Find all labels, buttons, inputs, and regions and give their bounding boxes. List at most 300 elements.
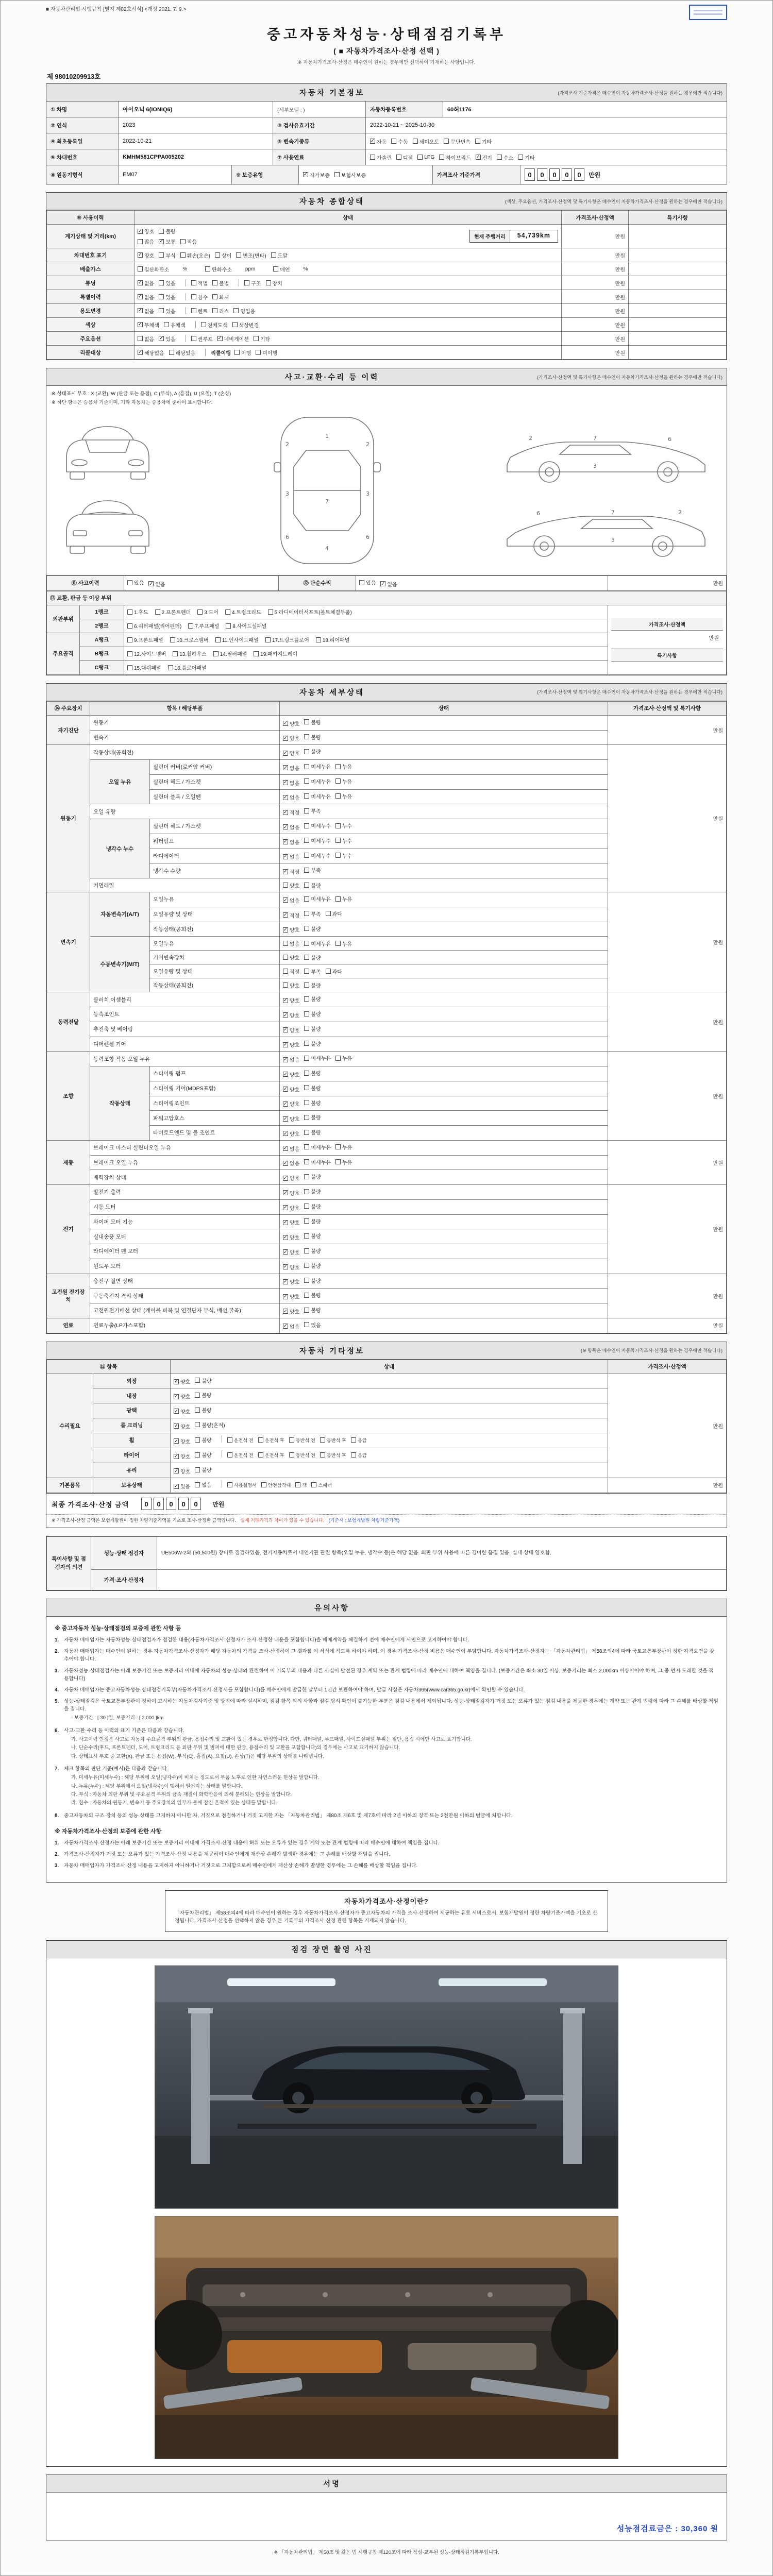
checkbox-label: 부족 xyxy=(311,868,321,874)
checkbox-box[interactable] xyxy=(518,155,523,160)
checkbox-box[interactable] xyxy=(159,308,164,313)
checkbox-box[interactable] xyxy=(335,853,341,858)
checkbox-box[interactable]: ✓ xyxy=(283,779,288,786)
checkbox-box[interactable]: ✓ xyxy=(283,1145,288,1151)
checkbox-box[interactable] xyxy=(283,982,288,988)
checkbox-box[interactable]: ✓ xyxy=(371,138,375,144)
detail-part: 냉각수 수량 xyxy=(150,863,280,878)
checkbox-box[interactable] xyxy=(212,294,217,299)
etc-row xyxy=(47,1374,727,1388)
checkbox-label: 없음 xyxy=(201,1483,212,1489)
checkbox-box[interactable] xyxy=(188,623,193,629)
checkbox-box[interactable]: ✓ xyxy=(283,912,288,918)
detail-status xyxy=(280,1007,608,1022)
checkbox-box[interactable] xyxy=(191,280,196,285)
checkbox-box[interactable] xyxy=(127,651,132,656)
checkbox-box[interactable] xyxy=(335,823,341,828)
checkbox-불량 xyxy=(304,733,321,741)
etc-part: 타이어 xyxy=(93,1448,171,1463)
checkbox-box[interactable] xyxy=(304,1189,309,1194)
checkbox-box[interactable] xyxy=(304,838,309,843)
checkbox-불량 xyxy=(304,1232,321,1240)
checkbox-box[interactable] xyxy=(304,823,309,828)
checkbox-box[interactable] xyxy=(168,665,173,670)
checkbox-label: 없음 xyxy=(290,781,300,787)
accident-price-cell xyxy=(608,605,727,674)
detail-status xyxy=(280,1096,608,1111)
option-group xyxy=(191,334,275,343)
checkbox-box[interactable]: ✓ xyxy=(283,1205,288,1211)
checkbox-box[interactable] xyxy=(334,172,340,177)
checkbox-box[interactable] xyxy=(304,1159,309,1164)
checkbox-box[interactable] xyxy=(191,336,196,341)
checkbox-label: 매연 xyxy=(280,267,290,273)
checkbox-box[interactable]: ✓ xyxy=(283,1056,288,1062)
checkbox-box[interactable] xyxy=(236,252,241,258)
checkbox-box[interactable] xyxy=(159,229,164,234)
checkbox-box[interactable] xyxy=(173,651,178,656)
checkbox-렌트 xyxy=(191,307,208,315)
checkbox-box[interactable]: ✓ xyxy=(283,1086,288,1092)
checkbox-box[interactable] xyxy=(304,1248,309,1253)
checkbox-box[interactable] xyxy=(304,1293,309,1298)
checkbox-label: 누수 xyxy=(342,838,352,844)
notice-item xyxy=(55,1812,718,1820)
checkbox-box[interactable] xyxy=(439,155,444,160)
checkbox-box[interactable] xyxy=(396,155,401,160)
checkbox-box[interactable] xyxy=(258,1452,263,1458)
checkbox-box[interactable]: ✓ xyxy=(304,172,308,178)
checkbox-미이행 xyxy=(256,349,277,357)
checkbox-label: 19.패키지트레이 xyxy=(260,652,298,658)
checkbox-box[interactable] xyxy=(170,637,175,642)
checkbox-box[interactable] xyxy=(138,336,143,341)
checkbox-box[interactable] xyxy=(271,252,276,258)
checkbox-box[interactable] xyxy=(304,764,309,769)
checkbox-box[interactable] xyxy=(258,1437,263,1443)
summary-item-label: 차대번호 표기 xyxy=(47,248,135,262)
checkbox-box[interactable]: ✓ xyxy=(138,321,142,328)
checkbox-box[interactable]: ✓ xyxy=(283,750,288,756)
checkbox-양호 xyxy=(283,1218,299,1226)
price-label: 가격조사·산정액 xyxy=(611,618,723,631)
checkbox-label: 불량 xyxy=(311,1293,321,1299)
checkbox-box[interactable] xyxy=(304,749,309,754)
checkbox-box[interactable] xyxy=(335,896,341,902)
checkbox-box[interactable]: ✓ xyxy=(283,735,288,741)
checkbox-box[interactable] xyxy=(304,1085,309,1090)
checkbox-box[interactable]: ✓ xyxy=(283,1190,288,1196)
checkbox-box[interactable] xyxy=(304,1130,309,1135)
checkbox-box[interactable] xyxy=(197,609,203,615)
checkbox-box[interactable] xyxy=(227,1452,232,1458)
checkbox-box[interactable]: ✓ xyxy=(138,349,142,355)
checkbox-box[interactable] xyxy=(335,764,341,769)
checkbox-box[interactable]: ✓ xyxy=(174,1393,178,1399)
checkbox-box[interactable] xyxy=(213,651,219,656)
checkbox-box[interactable]: ✓ xyxy=(283,1115,288,1122)
checkbox-box[interactable] xyxy=(138,239,143,244)
checkbox-label: 불량 xyxy=(311,1071,321,1077)
checkbox-7.루프패널 xyxy=(188,622,219,630)
price-digit: 0 xyxy=(178,1498,189,1510)
checkbox-box[interactable]: ✓ xyxy=(174,1453,178,1459)
summary-row xyxy=(47,248,727,262)
checkbox-box[interactable]: ✓ xyxy=(381,581,385,587)
checkbox-label: 17.트렁크플로어 xyxy=(272,638,309,644)
checkbox-box[interactable]: ✓ xyxy=(149,581,154,587)
checkbox-box[interactable] xyxy=(304,1100,309,1105)
checkbox-box[interactable] xyxy=(444,139,449,144)
checkbox-box[interactable]: ✓ xyxy=(283,1249,288,1255)
checkbox-box[interactable] xyxy=(261,1482,266,1487)
checkbox-box[interactable]: ✓ xyxy=(283,1323,288,1329)
vehicle-name-value: 아이오닉 6(IONIQ6) xyxy=(119,101,273,117)
checkbox-box[interactable] xyxy=(304,969,309,974)
checkbox-box[interactable] xyxy=(138,266,143,272)
checkbox-box[interactable] xyxy=(304,883,309,888)
checkbox-box[interactable] xyxy=(233,308,239,313)
checkbox-box[interactable]: ✓ xyxy=(283,1160,288,1166)
checkbox-box[interactable] xyxy=(283,941,288,946)
checkbox-box[interactable]: ✓ xyxy=(174,1379,178,1384)
checkbox-box[interactable]: ✓ xyxy=(217,335,222,342)
checkbox-box[interactable] xyxy=(304,896,309,902)
checkbox-box[interactable] xyxy=(335,778,341,784)
checkbox-box[interactable] xyxy=(234,350,240,355)
checkbox-box[interactable] xyxy=(215,637,221,642)
checkbox-불량 xyxy=(304,1262,321,1269)
checkbox-box[interactable] xyxy=(335,1056,341,1061)
checkbox-box[interactable]: ✓ xyxy=(283,1264,288,1270)
checkbox-box[interactable] xyxy=(417,155,423,160)
checkbox-box[interactable] xyxy=(304,808,309,814)
checkbox-box[interactable]: ✓ xyxy=(138,308,142,314)
checkbox-box[interactable] xyxy=(268,609,273,615)
checkbox-box[interactable] xyxy=(304,1026,309,1031)
etc-part: 휠 xyxy=(93,1433,171,1448)
svg-text:6: 6 xyxy=(285,534,289,540)
checkbox-box[interactable] xyxy=(335,793,341,799)
price-note-main: ※ 가격조사·산정 금액은 보험개발원이 정한 차량기준가액을 기초로 조사·산정한 금액입니다. xyxy=(52,1518,236,1523)
checkbox-box[interactable] xyxy=(304,1322,309,1327)
checkbox-box[interactable] xyxy=(169,350,174,355)
checkbox-양호 xyxy=(283,1071,299,1078)
checkbox-box[interactable] xyxy=(212,280,217,285)
checkbox-box[interactable] xyxy=(273,266,278,272)
checkbox-box[interactable]: ✓ xyxy=(283,765,288,771)
checkbox-box[interactable] xyxy=(304,1071,309,1076)
checkbox-box[interactable] xyxy=(304,1174,309,1179)
warranty-options xyxy=(299,165,433,184)
checkbox-box[interactable] xyxy=(127,623,132,629)
checkbox-label: 보험사보증 xyxy=(341,173,366,179)
checkbox-box[interactable] xyxy=(304,982,309,988)
checkbox-box[interactable] xyxy=(326,969,331,974)
checkbox-box[interactable] xyxy=(195,1467,200,1472)
checkbox-box[interactable]: ✓ xyxy=(283,1130,288,1137)
rank-name: C랭크 xyxy=(80,660,124,674)
checkbox-box[interactable] xyxy=(195,1482,200,1487)
checkbox-box[interactable] xyxy=(212,308,217,313)
checkbox-box[interactable] xyxy=(227,1437,232,1443)
checkbox-없음 xyxy=(195,1481,211,1488)
checkbox-box[interactable] xyxy=(283,883,288,888)
checkbox-box[interactable]: ✓ xyxy=(138,252,142,258)
remark-cell xyxy=(629,225,727,248)
checkbox-잭 xyxy=(295,1481,307,1488)
checkbox-box[interactable] xyxy=(195,1393,200,1398)
checkbox-box[interactable] xyxy=(326,911,331,916)
price-digit: 0 xyxy=(549,168,560,181)
checkbox-box[interactable]: ✓ xyxy=(283,927,288,933)
checkbox-box[interactable] xyxy=(304,1204,309,1209)
panel-rank-table xyxy=(46,591,727,675)
checkbox-box[interactable]: ✓ xyxy=(283,1012,288,1018)
checkbox-box[interactable] xyxy=(127,637,132,642)
checkbox-box[interactable] xyxy=(254,336,259,341)
checkbox-box[interactable] xyxy=(304,778,309,784)
notice-paragraph: 자동차 매매업자는 매수인이 원하는 경우 자동차가격조사·산정자가 해당 자동차의 가격을 조사·산정하여 그 결과를 이 서식에 적도록 하여야 하며, 이 경우 가격조사·산정 비용은 매수인이 부담합니다. 자동차가격조사·산정자는 「자동차관리법」 제58조의4에 따라 국토교통부장관이 정한 자격요건을 갖추어야 합니다. xyxy=(64,1649,715,1663)
checkbox-box[interactable] xyxy=(195,1452,200,1458)
appraisal-definition-box xyxy=(165,1890,608,1932)
checkbox-box[interactable] xyxy=(195,1408,200,1413)
option-group xyxy=(138,307,180,315)
checkbox-box[interactable]: ✓ xyxy=(283,809,288,815)
etc-status xyxy=(171,1388,608,1403)
checkbox-box[interactable] xyxy=(295,1482,300,1487)
checkbox-box[interactable] xyxy=(304,1115,309,1120)
checkbox-box[interactable] xyxy=(475,139,480,144)
checkbox-box[interactable]: ✓ xyxy=(283,1042,288,1047)
checkbox-box[interactable] xyxy=(304,941,309,946)
checkbox-box[interactable] xyxy=(351,1437,356,1443)
checkbox-box[interactable]: ✓ xyxy=(283,839,288,845)
detail-status xyxy=(280,730,608,745)
checkbox-box[interactable] xyxy=(316,637,321,642)
detail-part: 타이로드엔드 및 볼 조인트 xyxy=(150,1126,280,1141)
checkbox-box[interactable]: ✓ xyxy=(174,1408,178,1414)
checkbox-box[interactable]: ✓ xyxy=(138,228,142,234)
checkbox-box[interactable] xyxy=(304,911,309,916)
checkbox-box[interactable] xyxy=(195,1437,200,1443)
checkbox-box[interactable]: ✓ xyxy=(283,1308,288,1314)
checkbox-label: 부족 xyxy=(311,969,321,975)
checkbox-box[interactable]: ✓ xyxy=(174,1423,178,1429)
checkbox-box[interactable] xyxy=(359,580,364,585)
checkbox-box[interactable] xyxy=(335,1159,341,1164)
checkbox-label: 수소 xyxy=(503,155,514,161)
detail-part: 구동축전지 격리 상태 xyxy=(90,1289,280,1303)
checkbox-label: 안전삼각대 xyxy=(268,1482,291,1488)
checkbox-box[interactable] xyxy=(304,1041,309,1046)
checkbox-box[interactable]: ✓ xyxy=(283,1175,288,1181)
option-group xyxy=(191,307,260,315)
checkbox-없음 xyxy=(283,896,299,904)
checkbox-box[interactable] xyxy=(335,838,341,843)
svg-text:3: 3 xyxy=(593,463,597,469)
checkbox-box[interactable] xyxy=(304,1308,309,1313)
signature-area[interactable] xyxy=(46,2493,727,2540)
checkbox-있음 xyxy=(359,579,376,586)
checkbox-box[interactable] xyxy=(254,651,259,656)
checkbox-box[interactable]: ✓ xyxy=(283,1279,288,1284)
checkbox-box[interactable] xyxy=(164,322,169,327)
checkbox-box[interactable] xyxy=(201,322,206,327)
checkbox-box[interactable] xyxy=(304,996,309,1002)
checkbox-box[interactable] xyxy=(180,252,186,258)
checkbox-label: 3.도어 xyxy=(204,610,219,616)
checkbox-box[interactable]: ✓ xyxy=(159,238,164,244)
checkbox-box[interactable] xyxy=(335,941,341,946)
checkbox-label: 양호 xyxy=(290,1250,300,1256)
price-digit: 0 xyxy=(525,168,535,181)
checkbox-label: 미세누유 xyxy=(311,765,331,770)
checkbox-자동 xyxy=(370,138,386,145)
detail-part: 오일누유 xyxy=(150,892,280,907)
checkbox-box[interactable]: ✓ xyxy=(283,997,288,1003)
checkbox-없음 xyxy=(283,853,299,860)
checkbox-box[interactable] xyxy=(304,926,309,931)
notice-number: 8. xyxy=(55,1812,59,1819)
checkbox-box[interactable] xyxy=(159,294,164,299)
checkbox-box[interactable] xyxy=(180,239,186,244)
checkbox-12.사이드멤버 xyxy=(127,650,166,657)
checkbox-box[interactable] xyxy=(304,719,309,724)
checkbox-box[interactable] xyxy=(304,1218,309,1224)
checkbox-box[interactable] xyxy=(391,139,396,144)
checkbox-box[interactable] xyxy=(304,955,309,960)
checkbox-box[interactable]: ✓ xyxy=(138,280,142,286)
checkbox-box[interactable]: ✓ xyxy=(283,897,288,903)
checkbox-box[interactable]: ✓ xyxy=(283,1101,288,1107)
checkbox-box[interactable]: ✓ xyxy=(174,1468,178,1474)
notice-number: 4. xyxy=(55,1687,59,1693)
checkbox-box[interactable] xyxy=(283,955,288,960)
car-top-view xyxy=(268,413,386,568)
checkbox-누유 xyxy=(335,777,352,785)
checkbox-box[interactable]: ✓ xyxy=(138,294,142,300)
checkbox-box[interactable] xyxy=(127,609,132,615)
checkbox-box[interactable] xyxy=(191,294,196,299)
checkbox-box[interactable]: ✓ xyxy=(159,335,164,342)
checkbox-box[interactable] xyxy=(304,868,309,873)
checkbox-box[interactable] xyxy=(351,1452,356,1458)
checkbox-box[interactable] xyxy=(304,793,309,799)
checkbox-box[interactable] xyxy=(155,609,160,615)
checkbox-label: 네비게이션 xyxy=(224,336,249,343)
detail-section-title: 자동차 세부상태 xyxy=(299,688,365,697)
checkbox-box[interactable] xyxy=(413,139,418,144)
checkbox-label: 16.플로어패널 xyxy=(174,666,207,672)
checkbox-box[interactable] xyxy=(304,1011,309,1016)
checkbox-box[interactable]: ✓ xyxy=(476,154,480,160)
checkbox-box[interactable] xyxy=(370,155,375,160)
checkbox-box[interactable] xyxy=(304,853,309,858)
checkbox-label: 없음 xyxy=(144,309,155,315)
checkbox-변조(변타) xyxy=(236,251,266,259)
checkbox-box[interactable] xyxy=(226,623,231,629)
checkbox-box[interactable]: ✓ xyxy=(283,1234,288,1240)
svg-text:7: 7 xyxy=(611,509,615,516)
checkbox-box[interactable]: ✓ xyxy=(283,1071,288,1077)
summary-status-cell xyxy=(135,262,562,276)
checkbox-box[interactable] xyxy=(195,1422,200,1427)
checkbox-box[interactable]: ✓ xyxy=(283,824,288,830)
checkbox-box[interactable] xyxy=(227,1482,232,1487)
base-price-value xyxy=(520,165,727,184)
checkbox-box[interactable] xyxy=(225,609,230,615)
checkbox-응급 xyxy=(351,1451,367,1459)
checkbox-box[interactable] xyxy=(205,266,210,272)
checkbox-box[interactable] xyxy=(244,280,249,285)
checkbox-box[interactable] xyxy=(195,1378,200,1383)
checkbox-box[interactable]: ✓ xyxy=(283,854,288,859)
checkbox-양호 xyxy=(283,926,299,934)
notices-section-bar xyxy=(46,1599,727,1617)
checkbox-box[interactable]: ✓ xyxy=(283,720,288,726)
checkbox-box[interactable] xyxy=(215,252,220,258)
notice-paragraph: 자동차 매매업자는 자동차성능·상태점검자가 점검한 내용(자동차가격조사·산정자가 조사·산정한 내용을 포함합니다)을 매매계약을 체결하기 전에 매수인에게 서면으로 고지하여야 합니다. xyxy=(64,1637,469,1643)
checkbox-box[interactable]: ✓ xyxy=(283,794,288,800)
remark-cell xyxy=(629,262,727,276)
notice-subitem: 나. 누유(누수) : 해당 부위에서 오일(냉각수)이 맺혀서 떨어지는 상태를 말합니다. xyxy=(71,1783,243,1789)
checkbox-box[interactable] xyxy=(304,1056,309,1061)
checkbox-양호 xyxy=(283,1011,299,1019)
checkbox-box[interactable] xyxy=(320,1452,325,1458)
checkbox-box[interactable]: ✓ xyxy=(283,1219,288,1225)
checkbox-box[interactable] xyxy=(159,280,164,285)
checkbox-box[interactable] xyxy=(159,252,164,258)
checkbox-box[interactable] xyxy=(265,637,271,642)
checkbox-box[interactable]: ✓ xyxy=(174,1483,178,1489)
checkbox-label: 불량 xyxy=(311,955,321,961)
checkbox-box[interactable]: ✓ xyxy=(283,1027,288,1033)
etc-status xyxy=(171,1433,608,1448)
checkbox-box[interactable] xyxy=(256,350,261,355)
checkbox-box[interactable] xyxy=(232,322,238,327)
checkbox-box[interactable] xyxy=(304,1263,309,1268)
checkbox-box[interactable] xyxy=(304,1144,309,1149)
checkbox-box[interactable]: ✓ xyxy=(174,1438,178,1444)
checkbox-label: 없음 xyxy=(144,336,155,343)
checkbox-불량 xyxy=(304,1099,321,1107)
checkbox-box[interactable] xyxy=(311,1482,316,1487)
checkbox-box[interactable] xyxy=(127,665,132,670)
checkbox-2.프론트펜더 xyxy=(155,608,191,616)
checkbox-box[interactable] xyxy=(283,969,288,974)
checkbox-box[interactable] xyxy=(335,1144,341,1149)
checkbox-box[interactable] xyxy=(127,580,132,585)
checkbox-box[interactable] xyxy=(304,734,309,739)
checkbox-box[interactable]: ✓ xyxy=(283,1293,288,1299)
checkbox-box[interactable] xyxy=(497,155,502,160)
checkbox-box[interactable] xyxy=(289,1452,294,1458)
checkbox-label: 적정 xyxy=(290,913,300,919)
checkbox-box[interactable] xyxy=(266,280,271,285)
checkbox-box[interactable] xyxy=(304,1278,309,1283)
checkbox-box[interactable]: ✓ xyxy=(283,868,288,874)
checkbox-box[interactable] xyxy=(304,1233,309,1239)
checkbox-box[interactable] xyxy=(320,1437,325,1443)
checkbox-label: 수동 xyxy=(398,139,408,145)
checkbox-box[interactable] xyxy=(191,308,196,313)
checkbox-없음 xyxy=(148,580,165,588)
detail-part: 배력장치 상태 xyxy=(90,1170,280,1185)
status-option-lines xyxy=(138,348,558,357)
checkbox-box[interactable] xyxy=(289,1437,294,1443)
checkbox-없음 xyxy=(138,307,154,315)
